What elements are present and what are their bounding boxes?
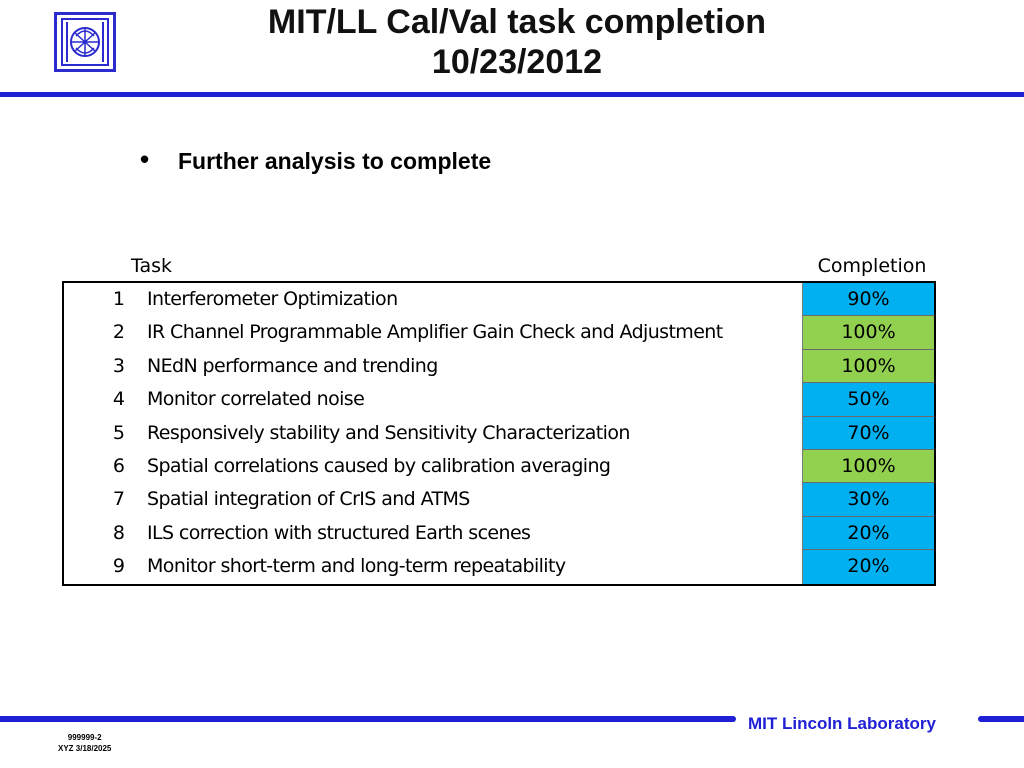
table-row <box>64 550 934 583</box>
task-number: 5 <box>112 421 125 444</box>
task-completion: 100% <box>802 450 934 483</box>
task-completion: 100% <box>802 350 934 383</box>
column-header-completion: Completion <box>817 255 927 277</box>
task-number: 6 <box>112 454 125 477</box>
table-row <box>64 383 934 416</box>
task-number: 9 <box>112 555 125 578</box>
task-name: IR Channel Programmable Amplifier Gain Check and Adjustment <box>147 321 723 344</box>
task-number: 8 <box>112 521 125 544</box>
table-row <box>64 450 934 483</box>
task-completion: 100% <box>802 316 934 349</box>
header-divider <box>0 92 1024 97</box>
table-row <box>64 517 934 550</box>
footer-id-line-1: 999999-2 <box>67 733 102 742</box>
task-number: 3 <box>112 354 125 377</box>
table-row <box>64 316 934 349</box>
task-name: ILS correction with structured Earth scenes <box>147 521 531 544</box>
footer-id-line-2: XYZ 3/18/2025 <box>58 744 112 753</box>
task-number: 7 <box>112 488 125 511</box>
task-completion: 20% <box>802 550 934 583</box>
task-completion: 90% <box>802 283 934 316</box>
footer-divider-right <box>978 716 1024 722</box>
task-number: 2 <box>112 321 125 344</box>
table-row <box>64 417 934 450</box>
bullet-text: Further analysis to complete <box>178 148 492 174</box>
table-row <box>64 283 934 316</box>
page-title <box>130 2 904 82</box>
title-line-1: MIT/LL Cal/Val task completion <box>267 3 767 41</box>
task-name: Monitor correlated noise <box>147 388 365 411</box>
task-completion: 20% <box>802 517 934 550</box>
footer-slide-id <box>58 732 111 754</box>
task-name: Monitor short-term and long-term repeatability <box>147 555 566 578</box>
task-number: 4 <box>112 388 125 411</box>
footer-divider-left <box>0 716 736 722</box>
task-name: Interferometer Optimization <box>147 288 398 310</box>
task-name: Responsively stability and Sensitivity Characterization <box>147 421 630 444</box>
title-line-2: 10/23/2012 <box>431 43 603 81</box>
footer-brand: MIT Lincoln Laboratory <box>748 714 936 733</box>
table-row <box>64 483 934 516</box>
column-header-task: Task <box>131 255 173 277</box>
bullet-icon: • <box>140 144 150 174</box>
task-completion: 50% <box>802 383 934 416</box>
table-row <box>64 350 934 383</box>
task-name: Spatial correlations caused by calibration averaging <box>147 454 611 477</box>
task-name: NEdN performance and trending <box>147 354 438 377</box>
task-number: 1 <box>112 288 125 310</box>
task-completion: 30% <box>802 483 934 516</box>
task-completion: 70% <box>802 417 934 450</box>
task-name: Spatial integration of CrIS and ATMS <box>147 488 470 511</box>
task-table <box>62 281 936 586</box>
mit-ll-logo-icon <box>54 12 116 72</box>
